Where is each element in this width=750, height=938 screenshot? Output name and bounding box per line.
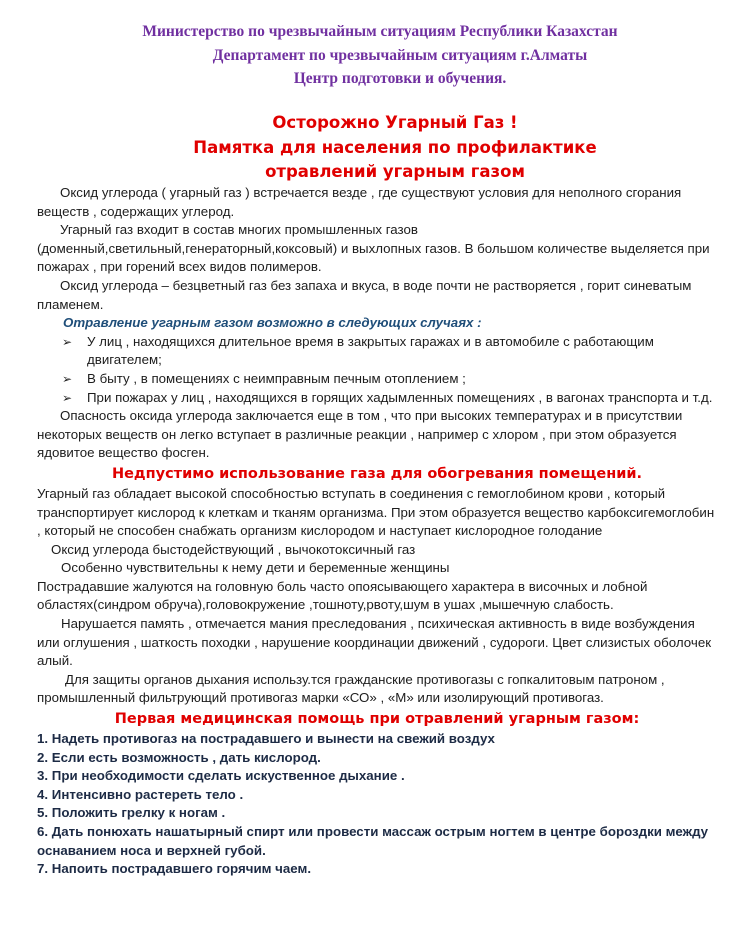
effects-paragraph: Нарушается память , отмечается мания преследования , психическая активность в виде возбуждения или оглушения , шаткость походки , нарушение координации движений , судороги. Цвет слизистых оболочек алый. [37,616,712,669]
cases-list [37,333,717,407]
intro-paragraph: Оксид углерода – безцветный газ без запаха и вкуса, в воде почти не растворяется , горит синеватым пламенем. [37,277,692,312]
aid-heading: Первая медицинская помощь при отравлений угарным газом: [114,711,640,728]
effects-paragraph: Пострадавшие жалуются на головную боль часто опоясывающего характера в височных и лобной областях(синдром обруча),головокружение ,тошноту,рвоту,шум в ушах ,мышечную слабость. [37,578,648,613]
danger-paragraph: Опасность оксида углерода заключается еще в том , что при высоких температурах и в присутствии некоторых веществ он легко вступает в различные реакции , например с хлором , при этом образуется ядовитое вещество фосген. [37,408,683,461]
effects-paragraph: Особенно чувствительны к нему дети и беременные женщины [61,560,450,576]
list-item: 3. При необходимости сделать искуственное дыхание . [37,768,405,784]
main-content [37,184,717,879]
list-item: 6. Дать понюхать нашатырный спирт или провести массаж острым ногтем в центре бороздки между оснаванием носа и верхней губой. [37,824,709,858]
aid-steps-list [37,730,717,879]
header-department: Департамент по чрезвычайным ситуациям г.Алматы [212,47,588,64]
cases-heading: Отравление угарным газом возможно в следующих случаях : [63,315,482,331]
intro-paragraph: Угарный газ входит в состав многих промышленных газов (доменный,светильный,генераторный,коксовый) и выхлопных газов. В большом количестве выделяется при пожарах , при горений всех видов полимеров. [37,222,710,275]
intro-paragraph: Оксид углерода ( угарный газ ) встречается везде , где существуют условия для неполного сгорания веществ , содержащих углерод. [37,185,682,219]
header-ministry: Министерство по чрезвычайным ситуациям Республики Казахстан [142,23,618,40]
list-item: 5. Положить грелку к ногам . [37,805,226,821]
case-text: При пожарах у лиц , находящихся в горящих хадымленных помещениях , в вагонах транспорта и т.д. [87,389,713,405]
list-item: 4. Интенсивно растереть тело . [37,786,244,802]
title-warning: Осторожно Угарный Газ ! [272,113,518,132]
list-item [37,370,717,389]
header-center: Центр подготовки и обучения. [293,70,507,87]
case-text: В быту , в помещениях с неимправным печным отоплением ; [87,370,466,386]
list-item: 7. Напоить пострадавшего горячим чаем. [37,861,312,877]
effects-paragraph: Для защиты органов дыхания использу.тся гражданские противогазы с гопкалитовым патроном , промышленный фильтрующий противогаз марки «СО» , «М» или изолирующий противогаз. [37,671,665,706]
list-item [37,333,717,370]
title-memo: Памятка для населения по профилактике [193,138,597,157]
warning-heading: Недпустимо использование газа для обогревания помещений. [111,465,643,482]
arrow-bullet-icon: ➢ [62,390,73,405]
arrow-bullet-icon: ➢ [62,334,73,349]
case-text: У лиц , находящихся длительное время в закрытых гаражах и в автомобиле с работающим двигателем; [87,333,654,368]
effects-paragraph: Оксид углерода быстодействующий , вычокотоксичный газ [51,541,416,557]
arrow-bullet-icon: ➢ [62,371,73,386]
title-subject: отравлений угарным газом [265,162,525,181]
list-item: 1. Надеть противогаз на пострадавшего и вынести на свежий воздух [37,731,495,747]
effects-paragraph: Угарный газ обладает высокой способностью вступать в соединения с гемоглобином крови , который транспортирует кислород к клеткам и тканям организма. При этом образуется вещество карбоксигемоглобин , который не способен снабжать организм кислородом и наступает кислородное голодание [37,485,715,539]
list-item [37,389,717,408]
list-item: 2. Если есть возможность , дать кислород. [37,749,321,765]
